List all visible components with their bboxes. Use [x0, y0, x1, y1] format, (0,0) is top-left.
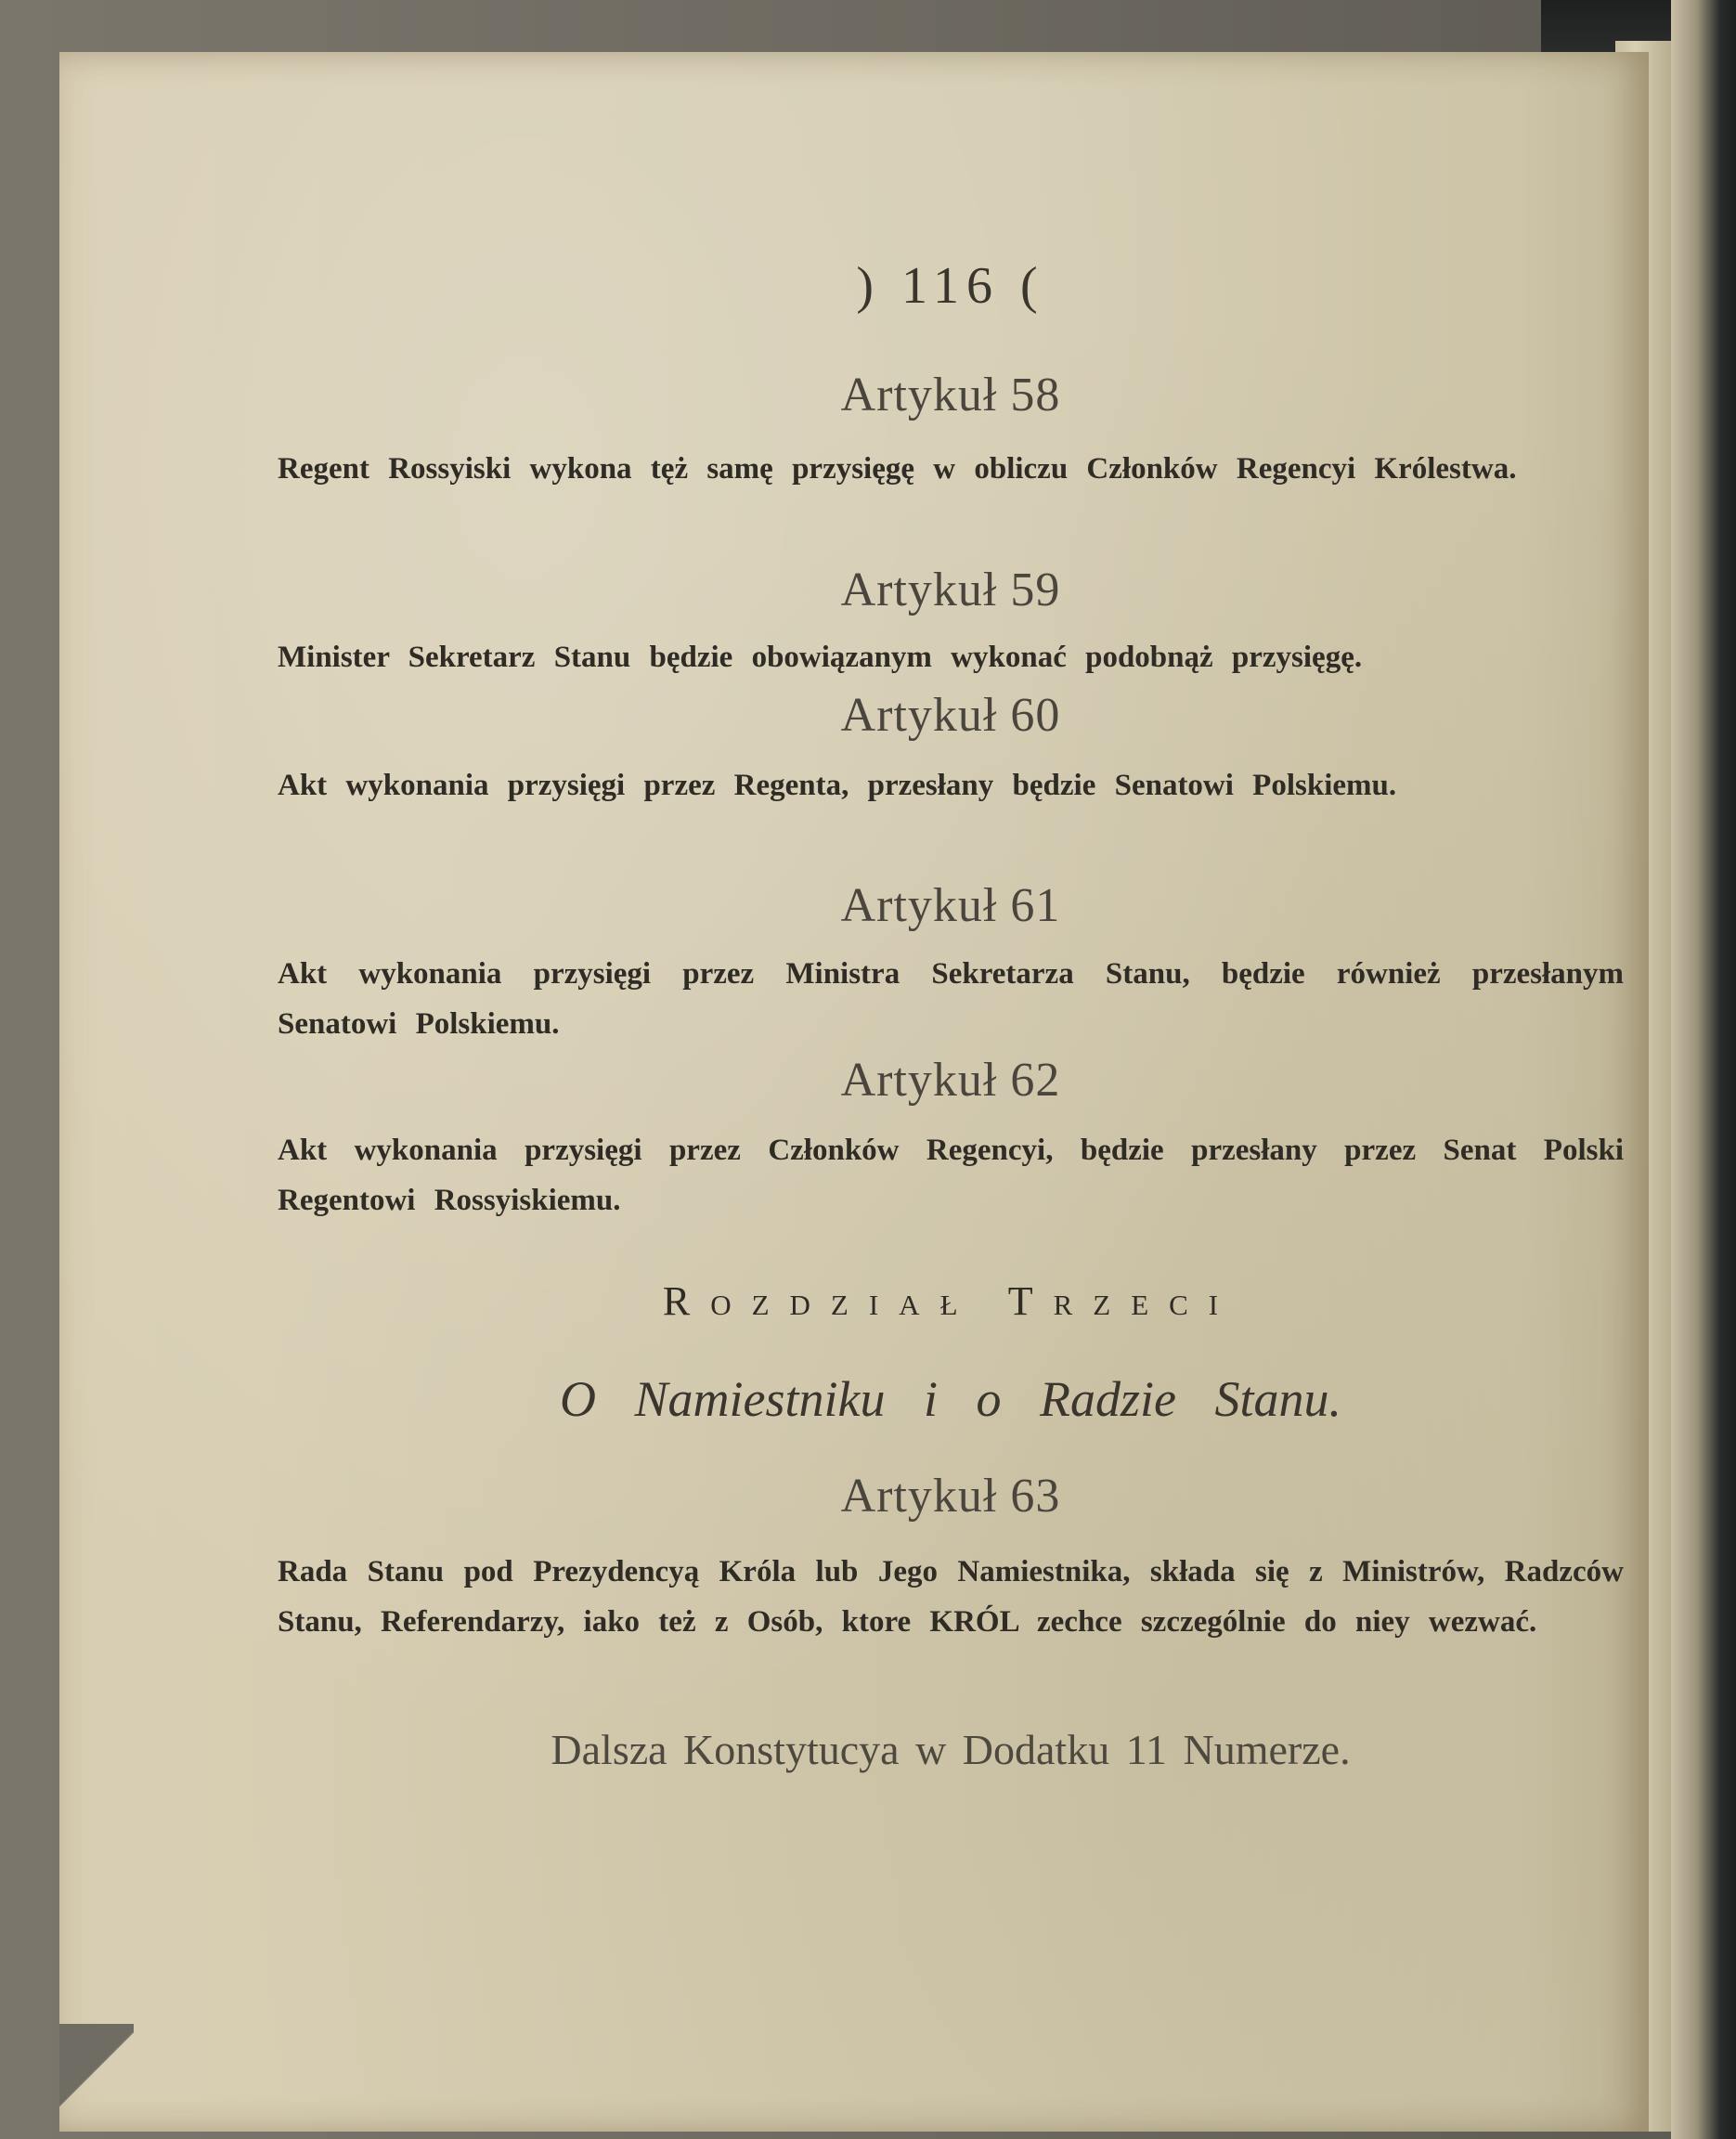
article-62-heading: Artykuł 62	[840, 1054, 1061, 1107]
article-63-heading: Artykuł 63	[840, 1470, 1061, 1523]
chapter-title: Rozdział Trzeci	[662, 1278, 1239, 1324]
article-62-text: Akt wykonania przysięgi przez Członków Regencyi, będzie przesłany przez Senat Polski Regentowi Rossyiskiemu.	[278, 1134, 1624, 1217]
chapter-subtitle: O Namiestniku i o Radzie Stanu.	[560, 1371, 1341, 1427]
article-58-heading: Artykuł 58	[840, 369, 1061, 421]
page-number: ) 116 (	[856, 257, 1045, 315]
article-59-text: Minister Sekretarz Stanu będzie obowiązanym wykonać podobnąż przysięgę.	[278, 641, 1363, 674]
article-61-text: Akt wykonania przysięgi przez Ministra Sekretarza Stanu, będzie również przesłanym Senatowi Polskiemu.	[278, 957, 1624, 1041]
article-61-heading: Artykuł 61	[840, 879, 1061, 932]
book-cover-edge	[1671, 0, 1736, 2139]
article-60-heading: Artykuł 60	[840, 689, 1061, 742]
document-page	[59, 52, 1649, 2132]
continuation-note: Dalsza Konstytucya w Dodatku 11 Numerze.	[551, 1726, 1351, 1773]
article-59-heading: Artykuł 59	[840, 564, 1061, 616]
article-60-text: Akt wykonania przysięgi przez Regenta, przesłany będzie Senatowi Polskiemu.	[278, 769, 1397, 802]
article-63-text: Rada Stanu pod Prezydencyą Króla lub Jego Namiestnika, składa się z Ministrów, Radzców Stanu, Referendarzy, iako też z Osób, ktore KRÓL zechce szczególnie do niey wezwać.	[278, 1555, 1624, 1639]
article-58-text: Regent Rossyiski wykona tęż samę przysięgę w obliczu Członków Regencyi Królestwa.	[278, 452, 1517, 486]
torn-page-corner	[59, 2024, 134, 2132]
